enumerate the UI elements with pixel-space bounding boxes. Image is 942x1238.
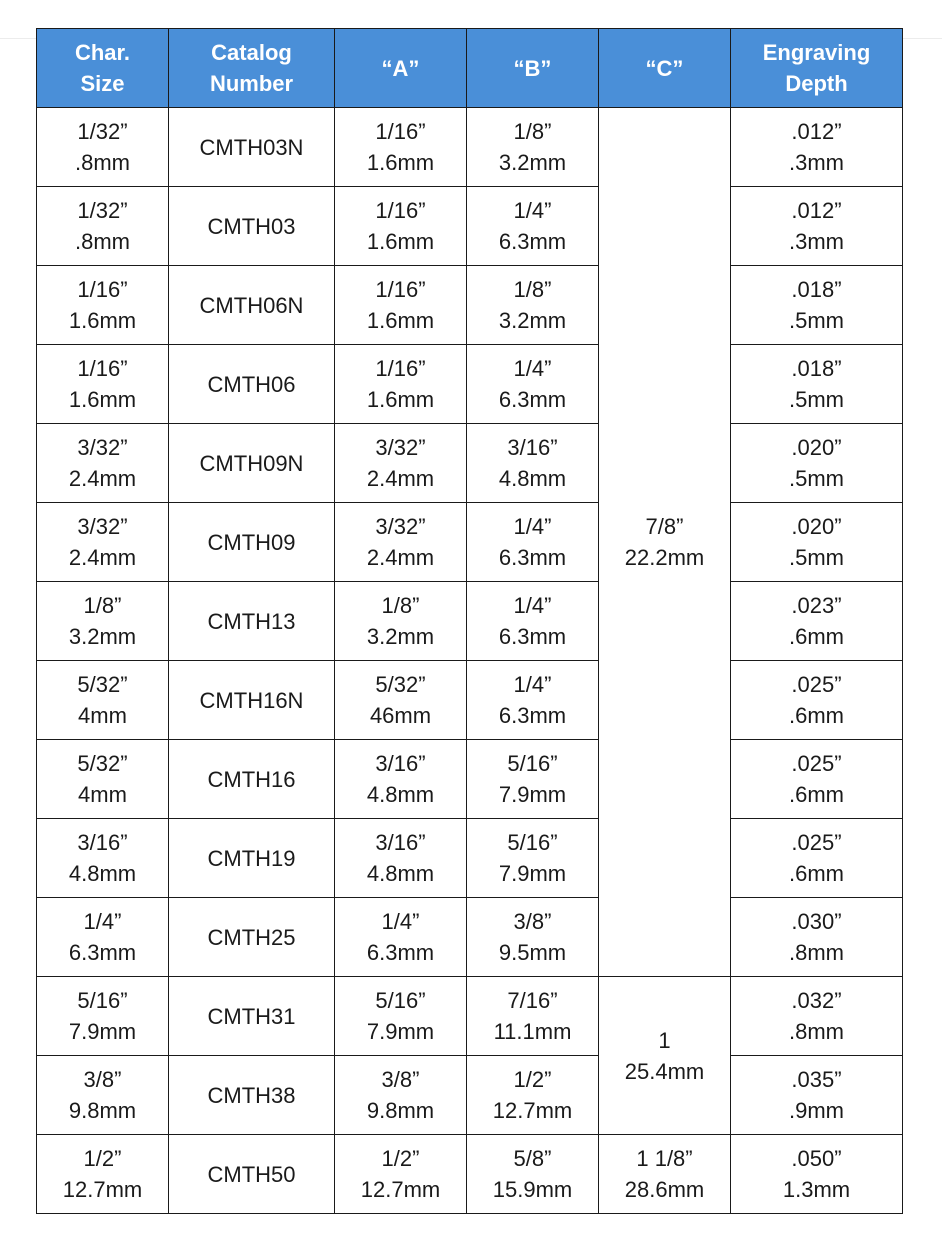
header-engraving-depth: Engraving Depth xyxy=(731,29,903,108)
engraving-depth-cell: .020” .5mm xyxy=(731,503,903,582)
b-dimension-cell: 1/4” 6.3mm xyxy=(467,345,599,424)
a-dimension-cell: 1/16” 1.6mm xyxy=(335,108,467,187)
engraving-depth-cell: .020” .5mm xyxy=(731,424,903,503)
a-dimension-cell: 3/8” 9.8mm xyxy=(335,1056,467,1135)
a-dimension-cell: 1/16” 1.6mm xyxy=(335,266,467,345)
b-dimension-cell: 1/4” 6.3mm xyxy=(467,503,599,582)
b-dimension-cell: 3/8” 9.5mm xyxy=(467,898,599,977)
catalog-number-cell: CMTH50 xyxy=(169,1135,335,1214)
a-dimension-cell: 1/16” 1.6mm xyxy=(335,345,467,424)
table-row xyxy=(37,424,903,503)
b-dimension-cell: 1/4” 6.3mm xyxy=(467,582,599,661)
char-size-cell: 1/16” 1.6mm xyxy=(37,345,169,424)
b-dimension-cell: 1/8” 3.2mm xyxy=(467,266,599,345)
a-dimension-cell: 3/16” 4.8mm xyxy=(335,740,467,819)
engraving-depth-cell: .050” 1.3mm xyxy=(731,1135,903,1214)
a-dimension-cell: 1/16” 1.6mm xyxy=(335,187,467,266)
engraving-depth-cell: .012” .3mm xyxy=(731,187,903,266)
table-row xyxy=(37,108,903,187)
catalog-number-cell: CMTH31 xyxy=(169,977,335,1056)
c-dimension-cell: 1 25.4mm xyxy=(599,977,731,1135)
char-size-cell: 1/32” .8mm xyxy=(37,108,169,187)
a-dimension-cell: 3/32” 2.4mm xyxy=(335,503,467,582)
b-dimension-cell: 5/8” 15.9mm xyxy=(467,1135,599,1214)
b-dimension-cell: 5/16” 7.9mm xyxy=(467,740,599,819)
engraving-depth-cell: .025” .6mm xyxy=(731,740,903,819)
engraving-depth-cell: .018” .5mm xyxy=(731,345,903,424)
catalog-number-cell: CMTH03 xyxy=(169,187,335,266)
char-size-cell: 5/32” 4mm xyxy=(37,740,169,819)
char-size-cell: 1/2” 12.7mm xyxy=(37,1135,169,1214)
table-row xyxy=(37,819,903,898)
catalog-number-cell: CMTH25 xyxy=(169,898,335,977)
char-size-cell: 5/32” 4mm xyxy=(37,661,169,740)
table-body xyxy=(37,108,903,1214)
b-dimension-cell: 3/16” 4.8mm xyxy=(467,424,599,503)
char-size-cell: 5/16” 7.9mm xyxy=(37,977,169,1056)
table-row xyxy=(37,1056,903,1135)
a-dimension-cell: 1/2” 12.7mm xyxy=(335,1135,467,1214)
b-dimension-cell: 7/16” 11.1mm xyxy=(467,977,599,1056)
catalog-number-cell: CMTH16 xyxy=(169,740,335,819)
b-dimension-cell: 1/4” 6.3mm xyxy=(467,661,599,740)
catalog-number-cell: CMTH03N xyxy=(169,108,335,187)
catalog-number-cell: CMTH09 xyxy=(169,503,335,582)
table-row xyxy=(37,266,903,345)
header-b: “B” xyxy=(467,29,599,108)
catalog-number-cell: CMTH06 xyxy=(169,345,335,424)
engraving-depth-cell: .025” .6mm xyxy=(731,819,903,898)
a-dimension-cell: 3/32” 2.4mm xyxy=(335,424,467,503)
header-a: “A” xyxy=(335,29,467,108)
b-dimension-cell: 1/2” 12.7mm xyxy=(467,1056,599,1135)
char-size-cell: 1/8” 3.2mm xyxy=(37,582,169,661)
char-size-cell: 3/16” 4.8mm xyxy=(37,819,169,898)
engraving-depth-cell: .023” .6mm xyxy=(731,582,903,661)
table-row xyxy=(37,582,903,661)
a-dimension-cell: 1/8” 3.2mm xyxy=(335,582,467,661)
header-c: “C” xyxy=(599,29,731,108)
c-dimension-cell: 7/8” 22.2mm xyxy=(599,108,731,977)
char-size-cell: 3/32” 2.4mm xyxy=(37,503,169,582)
a-dimension-cell: 5/16” 7.9mm xyxy=(335,977,467,1056)
a-dimension-cell: 5/32” 46mm xyxy=(335,661,467,740)
table-row xyxy=(37,740,903,819)
a-dimension-cell: 3/16” 4.8mm xyxy=(335,819,467,898)
char-size-cell: 3/32” 2.4mm xyxy=(37,424,169,503)
header-catalog-number: Catalog Number xyxy=(169,29,335,108)
engraving-depth-cell: .018” .5mm xyxy=(731,266,903,345)
catalog-number-cell: CMTH06N xyxy=(169,266,335,345)
b-dimension-cell: 1/4” 6.3mm xyxy=(467,187,599,266)
engraving-depth-cell: .030” .8mm xyxy=(731,898,903,977)
catalog-number-cell: CMTH13 xyxy=(169,582,335,661)
table-header-row xyxy=(37,29,903,108)
catalog-number-cell: CMTH09N xyxy=(169,424,335,503)
char-size-cell: 1/16” 1.6mm xyxy=(37,266,169,345)
table-row xyxy=(37,661,903,740)
catalog-number-cell: CMTH19 xyxy=(169,819,335,898)
char-size-cell: 1/32” .8mm xyxy=(37,187,169,266)
char-size-cell: 1/4” 6.3mm xyxy=(37,898,169,977)
a-dimension-cell: 1/4” 6.3mm xyxy=(335,898,467,977)
table-row xyxy=(37,977,903,1056)
char-size-cell: 3/8” 9.8mm xyxy=(37,1056,169,1135)
table-row xyxy=(37,345,903,424)
engraving-depth-cell: .032” .8mm xyxy=(731,977,903,1056)
engraving-depth-cell: .035” .9mm xyxy=(731,1056,903,1135)
header-char-size: Char. Size xyxy=(37,29,169,108)
spec-table xyxy=(36,28,903,1214)
c-dimension-cell: 1 1/8” 28.6mm xyxy=(599,1135,731,1214)
engraving-depth-cell: .025” .6mm xyxy=(731,661,903,740)
table-row xyxy=(37,1135,903,1214)
catalog-number-cell: CMTH16N xyxy=(169,661,335,740)
b-dimension-cell: 1/8” 3.2mm xyxy=(467,108,599,187)
table-row xyxy=(37,187,903,266)
catalog-number-cell: CMTH38 xyxy=(169,1056,335,1135)
table-row xyxy=(37,503,903,582)
table-row xyxy=(37,898,903,977)
engraving-depth-cell: .012” .3mm xyxy=(731,108,903,187)
b-dimension-cell: 5/16” 7.9mm xyxy=(467,819,599,898)
